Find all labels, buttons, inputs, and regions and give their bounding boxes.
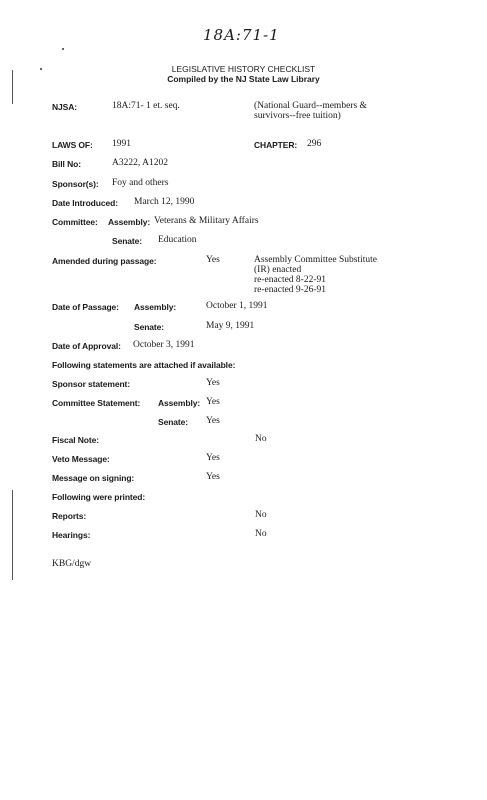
njsa-note-line2: survivors--free tuition) [254,111,341,121]
passage-senate-label: Senate: [134,322,165,332]
message-on-signing-value: Yes [206,472,220,482]
laws-of-label: LAWS OF: [52,140,93,150]
committee-senate-label: Senate: [112,236,143,246]
reports-label: Reports: [52,511,87,521]
amended-note-line4: re-enacted 9-26-91 [254,285,327,295]
committee-senate-value: Education [158,235,197,245]
passage-assembly-value: October 1, 1991 [206,301,268,311]
following-attached-heading: Following statements are attached if available: [52,360,236,370]
passage-senate-value: May 9, 1991 [206,321,255,331]
chapter-value: 296 [307,139,322,149]
bill-no-value: A3222, A1202 [112,158,168,168]
bill-no-label: Bill No: [52,159,81,169]
passage-assembly-label: Assembly: [134,302,177,312]
fiscal-note-value: No [255,434,267,444]
amended-note-line1: Assembly Committee Substitute [254,255,377,265]
laws-of-value: 1991 [112,139,131,149]
date-of-approval-value: October 3, 1991 [133,340,195,350]
committee-label: Committee: [52,217,98,227]
hearings-label: Hearings: [52,530,91,540]
scan-dot [62,48,64,50]
sponsors-label: Sponsor(s): [52,179,99,189]
committee-statement-senate-value: Yes [206,416,220,426]
veto-message-label: Veto Message: [52,454,110,464]
committee-statement-assembly-label: Assembly: [158,398,201,408]
date-of-approval-label: Date of Approval: [52,341,121,351]
checklist-subtitle: Compiled by the NJ State Law Library [167,74,320,84]
njsa-note-line1: (National Guard--members & [254,101,367,111]
veto-message-value: Yes [206,453,220,463]
typist-initials: KBG/dgw [52,559,92,569]
njsa-value: 18A:71- 1 et. seq. [112,101,180,111]
amended-label: Amended during passage: [52,256,157,266]
amended-note-line2: (IR) enacted [254,265,302,275]
message-on-signing-label: Message on signing: [52,473,135,483]
committee-statement-assembly-value: Yes [206,397,220,407]
committee-assembly-label: Assembly: [108,217,151,227]
sponsor-statement-value: Yes [206,378,220,388]
left-margin-line-bottom [12,490,13,580]
date-introduced-value: March 12, 1990 [134,197,195,207]
date-of-passage-label: Date of Passage: [52,302,119,312]
reports-value: No [255,510,267,520]
committee-assembly-value: Veterans & Military Affairs [154,216,259,226]
hearings-value: No [255,529,267,539]
amended-value: Yes [206,255,220,265]
following-printed-heading: Following were printed: [52,492,146,502]
committee-statement-label: Committee Statement: [52,398,141,408]
sponsor-statement-label: Sponsor statement: [52,379,131,389]
handwritten-title: 18A:71-1 [203,26,280,44]
date-introduced-label: Date Introduced: [52,198,118,208]
amended-note-line3: re-enacted 8-22-91 [254,275,327,285]
sponsors-value: Foy and others [112,178,169,188]
fiscal-note-label: Fiscal Note: [52,435,99,445]
committee-statement-senate-label: Senate: [158,417,189,427]
checklist-title: LEGISLATIVE HISTORY CHECKLIST [171,64,316,74]
njsa-label: NJSA: [52,102,78,112]
chapter-label: CHAPTER: [254,140,298,150]
